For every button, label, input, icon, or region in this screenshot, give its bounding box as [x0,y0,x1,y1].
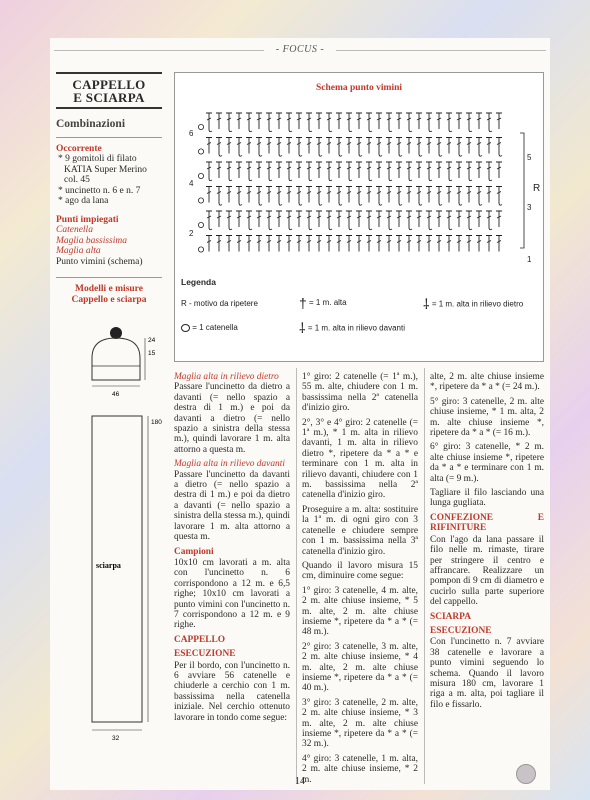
stitch-mark [276,187,282,206]
stitch-mark [336,113,342,129]
stitch-mark [276,211,282,227]
paragraph: Per il bordo, con l'uncinetto n. 6 avviare 56 catenelle e chiuderle a cerchio con 1 m. bassissima nella catenella iniziale. Nel cerchio ottenuto lavorare in tondo come segue: [174,660,290,723]
row-label-4: 4 [189,179,194,188]
repeat-label: R [533,183,541,194]
stitch-mark [456,162,462,178]
stitch-mark [396,211,402,227]
stitch-mark [446,236,452,252]
stitch-mark [426,236,432,252]
title-line-1: CAPPELLO [72,77,146,92]
stitch-mark [276,162,282,178]
stitch-chart [175,73,543,273]
heading-esecuzione: ESECUZIONE [430,625,492,636]
stitch-mark [266,211,272,230]
paragraph: Passare l'uncinetto da dietro a davanti (= nello spazio a destra di 1 m.) e poi da davanti a dietro (= nello spazio a sinistra della stessa m.), quindi lavorare 1 m. alta attorno a questa m. [174,382,290,455]
back-post-dc-icon: ⸸ [423,296,430,312]
stitch-mark [286,138,292,154]
stitch-mark [456,211,462,227]
legend-chain [181,323,238,332]
stitch-mark [336,187,342,206]
stitch-mark [216,113,222,129]
stitch-mark [466,138,472,154]
stitch-mark [446,187,452,203]
chain-stitch-mark [198,198,203,203]
stitch-mark [376,187,382,206]
stitch-mark [206,138,212,154]
heading-front-post: Maglia alta in rilievo davanti [174,459,285,470]
stitch-mark [236,138,242,157]
stitch-mark [496,211,502,227]
text-column-1 [174,372,290,727]
stitch-mark [446,211,452,230]
paragraph: 4° giro: 3 catenelle, 1 m. alta, 2 m. alte chiuse insieme, * 2 m. [302,753,418,785]
stitch-mark [236,211,242,227]
combinazioni-heading: Combinazioni [56,118,126,130]
stitch-mark [336,138,342,157]
stitch-mark [406,236,412,252]
stitch-mark [476,162,482,178]
stitch-mark [316,236,322,252]
stitch-mark [306,236,312,252]
stitch-mark [386,113,392,132]
paragraph: Tagliare il filo lasciando una lunga gugliata. [430,488,544,509]
stitch-mark [376,138,382,157]
column-divider [424,368,425,784]
stitch-mark [266,138,272,154]
stitch-mark [496,138,502,157]
heading-cappello: CAPPELLO [174,634,226,645]
legend-chain-text: = 1 catenella [192,323,238,332]
divider [56,277,162,278]
legend-title: Legenda [181,277,216,287]
stitch-mark [216,138,222,157]
stitch-mark [476,138,482,157]
stitch-mark [256,187,262,206]
paragraph: Quando il lavoro misura 15 cm, diminuire come segue: [302,560,418,582]
stitch-mark [306,138,312,154]
stitch-mark [456,187,462,206]
stitch-mark [436,187,442,206]
stitch-mark [416,162,422,178]
stitch-mark [206,113,212,132]
stitch-mark [276,138,282,157]
stitch-mark [206,162,212,181]
stitch-mark [336,236,342,252]
repeat-bracket [520,133,524,248]
stitch-mark [306,113,312,132]
stitch-mark [236,187,242,206]
legend-dc-front-text: = 1 m. alta in rilievo davanti [307,323,405,333]
hat-dim-24: 24 [148,337,156,344]
stitch-mark [206,211,212,230]
stitch-mark [296,187,302,206]
paragraph: 1° giro: 3 catenelle, 4 m. alte, 2 m. alte chiuse insieme, * 5 m. alte, 2 m. alte chiuse insieme *, ripetere da * a * (= 48 m.). [302,585,418,638]
stitch-mark [236,236,242,252]
stitch-mark [406,113,412,132]
stitch-mark [326,162,332,181]
stitch-mark [316,113,322,129]
stitch-mark [246,211,252,230]
stitch-mark [266,113,272,132]
stitch-mark [266,236,272,252]
stitch-mark [266,162,272,181]
stitch-mark [416,211,422,227]
legend-dc-back [423,295,523,314]
stitch-mark [396,187,402,206]
stitch-mark [416,187,422,206]
row-label-2: 2 [189,229,194,238]
divider [56,137,162,138]
stitch-mark [306,162,312,181]
stitch-mark [446,138,452,154]
legend-dc-back-text: = 1 m. alta in rilievo dietro [431,299,524,309]
stitch-mark [426,113,432,132]
stitch-mark [476,113,482,129]
stitch-mark [386,236,392,252]
stitch-mark [486,113,492,132]
stitch-mark [416,113,422,129]
stitch-mark [426,138,432,154]
occorrente-item: * ago da lana [58,196,109,206]
stitch-mark [286,211,292,230]
stitch-mark [466,211,472,230]
chain-stitch-mark [198,124,203,129]
chain-stitch-mark [198,149,203,154]
stitch-mark [376,113,382,129]
stitch-mark [316,187,322,206]
row-label-1: 1 [527,255,532,264]
stitch-mark [426,211,432,230]
scarf-label: sciarpa [96,561,121,570]
stitch-mark [246,187,252,203]
punti-item: Catenella [56,225,93,235]
stitch-mark [486,211,492,230]
paragraph: Proseguire a m. alta: sostituire la 1ª m. di ogni giro con 3 catenelle e chiudere sempre con 1 m. bassissima nella 3ª catenella d'inizio giro. [302,504,418,557]
stitch-mark [216,187,222,206]
paragraph: 1° giro: 2 catenelle (= 1ª m.), 55 m. alte, chiudere con 1 m. bassissima nella 2ª catenella d'inizio giro. [302,372,418,414]
paragraph: 5° giro: 3 catenelle, 2 m. alte chiuse insieme, * 1 m. alta, 2 m. alte chiuse insieme *, ripetere da * a * (= 16 m.). [430,396,544,439]
stitch-mark [356,162,362,178]
stitch-mark [296,138,302,157]
stitch-mark [296,211,302,227]
stitch-mark [346,113,352,132]
stitch-mark [386,187,392,203]
scarf-dim-32: 32 [112,735,120,742]
chain-icon [181,324,190,332]
stitch-mark [286,162,292,181]
stitch-mark [356,113,362,129]
stitch-mark [346,236,352,252]
legend-repeat: R - motivo da ripetere [181,299,258,308]
stitch-mark [346,138,352,154]
paragraph: alte, 2 m. alte chiuse insieme *, ripetere da * a * (= 24 m.). [430,372,544,393]
stitch-mark [226,138,232,154]
title-line-2: E SCIARPA [73,90,145,105]
stitch-mark [486,187,492,203]
text-column-3 [430,372,544,714]
stitch-mark [486,236,492,252]
paragraph: 2°, 3° e 4° giro: 2 catenelle (= 1ª m.), * 1 m. alta in rilievo davanti, 1 m. alta in rilievo dietro *, ripetere da * a * e terminare con 1 m. alta in rilievo davanti, chiudere con 1 m. bassissima nella 2ª catenella d'inizio giro. [302,417,418,501]
stitch-mark [486,162,492,181]
stitch-mark [316,138,322,157]
stitch-mark [276,236,282,252]
stitch-mark [466,236,472,252]
row-label-3: 3 [527,203,532,212]
column-divider [296,368,297,784]
stitch-mark [366,211,372,230]
paragraph: Passare l'uncinetto da davanti a dietro (= nello spazio a destra di 1 m.) e poi da dietro a davanti (= nello spazio a sinistra della stessa m.), quindi lavorare 1 m. alta attorno a questa m. [174,469,290,543]
stitch-mark [346,187,352,203]
heading-back-post: Maglia alta in rilievo dietro [174,372,279,382]
stitch-mark [286,236,292,252]
stitch-mark [446,113,452,132]
stitch-mark [386,211,392,230]
stitch-mark [436,162,442,178]
stitch-mark [436,138,442,157]
stitch-mark [476,236,482,252]
stitch-mark [396,113,402,129]
stitch-mark [296,162,302,178]
stitch-mark [226,236,232,252]
hat-dim-15: 15 [148,350,156,357]
stitch-mark [246,162,252,181]
stitch-mark [306,187,312,203]
stitch-mark [436,113,442,129]
stitch-mark [296,113,302,129]
stitch-mark [386,138,392,154]
stitch-mark [436,236,442,252]
stitch-mark [346,211,352,230]
hat-outline [92,338,140,380]
text-column-2 [302,372,418,789]
paragraph: 3° giro: 3 catenelle, 2 m. alte, 2 m. alte chiuse insieme, * 3 m. alte, 2 m. alte chiuse insieme *, ripetere da * a * (= 32 m.). [302,697,418,750]
paragraph: Con l'ago da lana passare il filo nelle m. rimaste, tirare per stringere il centro e affrancare. Realizzare un pompon di 9 cm di diametro e cucirlo sulla parte superiore del cappello. [430,534,544,608]
stitch-mark [396,162,402,178]
stitch-mark [326,187,332,203]
stitch-mark [456,236,462,252]
stitch-mark [496,187,502,206]
stitch-mark [216,211,222,227]
running-header: - FOCUS - [275,44,325,55]
stitch-mark [436,211,442,227]
stitch-mark [226,113,232,132]
stitch-mark [226,162,232,181]
stitch-mark [226,187,232,203]
stitch-mark [366,187,372,203]
stitch-mark [386,162,392,181]
front-post-dc-icon: ⸸ [299,320,306,336]
stitch-mark [356,211,362,227]
stitch-mark [256,113,262,129]
stitch-mark [406,211,412,230]
occorrente-item: * uncinetto n. 6 e n. 7 [58,185,141,196]
pattern-title [56,72,162,109]
stitch-mark [426,187,432,203]
occorrente-item: * 9 gomitoli di filato KATIA Super Merino col. 45 [58,154,147,185]
double-crochet-icon: † [299,295,307,311]
stitch-mark [216,236,222,252]
stitch-mark [446,162,452,181]
row-label-6: 6 [189,129,194,138]
header-rule-right [336,50,546,51]
stitch-mark [206,187,212,203]
heading-campioni: Campioni [174,546,214,557]
stitch-mark [306,211,312,230]
chain-stitch-mark [198,222,203,227]
stitch-mark [336,162,342,178]
paragraph: 2° giro: 3 catenelle, 3 m. alte, 2 m. alte chiuse insieme, * 4 m. alte, 2 m. alte chiuse insieme *, ripetere da * a * (= 40 m.). [302,641,418,694]
stitch-mark [256,211,262,227]
stitch-mark [336,211,342,227]
stitch-mark [316,162,322,178]
chain-stitch-mark [198,247,203,252]
stitch-mark [276,113,282,129]
stitch-mark [296,236,302,252]
punti-item: Punto vimini (schema) [56,256,143,267]
stitch-mark [246,138,252,154]
legend-dc [299,295,347,311]
stitch-mark [396,138,402,157]
stitch-mark [356,236,362,252]
modelli-heading: Modelli e misure Cappello e sciarpa [71,284,147,305]
stitch-mark [416,138,422,157]
stitch-mark [266,187,272,203]
row-label-5: 5 [527,153,532,162]
stitch-mark [406,187,412,203]
stitch-mark [286,187,292,203]
legend-dc-text: = 1 m. alta [309,298,347,308]
stitch-mark [426,162,432,181]
paragraph: 6° giro: 3 catenelle, * 2 m. alte chiuse insieme *, ripetere da * a * e terminare con 1 m. alta (= 9 m.). [430,442,544,484]
stitch-mark [376,162,382,178]
punti-item: Maglia alta [56,246,101,256]
stitch-mark [406,162,412,181]
stitch-mark [466,187,472,203]
heading-confezione: CONFEZIONE E RIFINITURE [430,512,544,534]
stitch-mark [476,211,482,227]
stitch-mark [256,162,262,178]
stitch-mark [456,113,462,129]
stitch-mark [476,187,482,206]
stitch-mark [256,138,262,157]
paragraph: 10x10 cm lavorati a m. alta con l'uncinetto n. 6 corrispondono a 12 m. e 6,5 righe; 10x10 cm lavorati a punto vimini con l'uncinetto n. 7 corrispondono a 12 m. e 9 righe. [174,557,290,631]
scarf-dim-180: 180 [151,419,162,426]
hat-dim-46: 46 [112,391,120,398]
stitch-mark [316,211,322,227]
stitch-mark [346,162,352,181]
legend-dc-front [299,319,405,338]
size-diagrams [56,320,166,760]
stitch-mark [326,138,332,154]
stitch-mark [466,113,472,132]
pompon-icon [110,327,122,339]
occorrente-heading: Occorrente [56,143,102,154]
stitch-mark [226,211,232,230]
page [50,38,550,790]
stitch-mark [366,162,372,181]
stitch-mark [496,162,502,178]
stitch-mark [376,211,382,227]
stitch-mark [396,236,402,252]
sidebar [56,72,162,305]
stitch-mark [406,138,412,154]
stitch-mark [496,236,502,252]
stitch-mark [366,236,372,252]
page-number: 14 [295,776,305,787]
paragraph: Con l'uncinetto n. 7 avviare 38 catenelle e lavorare a punto vimini seguendo lo schema. Quando il lavoro misura 180 cm, lavorare 1 riga a m. alta, poi tagliare il filo e fissarlo. [430,637,544,710]
stitch-mark [246,236,252,252]
stitch-mark [456,138,462,157]
stitch-mark [326,236,332,252]
stitch-mark [236,162,242,178]
chart-title: Schema punto vimini [315,83,403,93]
heading-sciarpa: SCIARPA [430,611,471,622]
stitch-mark [496,113,502,129]
chain-stitch-mark [198,173,203,178]
stitch-mark [246,113,252,132]
stitch-mark [326,113,332,132]
stitch-mark [466,162,472,181]
stitch-mark [326,211,332,230]
stitch-mark [356,138,362,157]
stitch-mark [376,236,382,252]
heading-esecuzione: ESECUZIONE [174,649,236,660]
stitch-mark [216,162,222,178]
stitch-mark [486,138,492,154]
punti-item: Maglia bassissima [56,235,127,246]
stitch-mark [366,138,372,154]
stitch-mark [356,187,362,206]
stitch-mark [236,113,242,129]
stitch-chart-panel [174,72,544,362]
stitch-mark [206,236,212,252]
punti-heading: Punti impiegati [56,214,119,225]
stitch-mark [416,236,422,252]
stitch-mark [366,113,372,132]
stitch-mark [286,113,292,132]
stitch-mark [256,236,262,252]
